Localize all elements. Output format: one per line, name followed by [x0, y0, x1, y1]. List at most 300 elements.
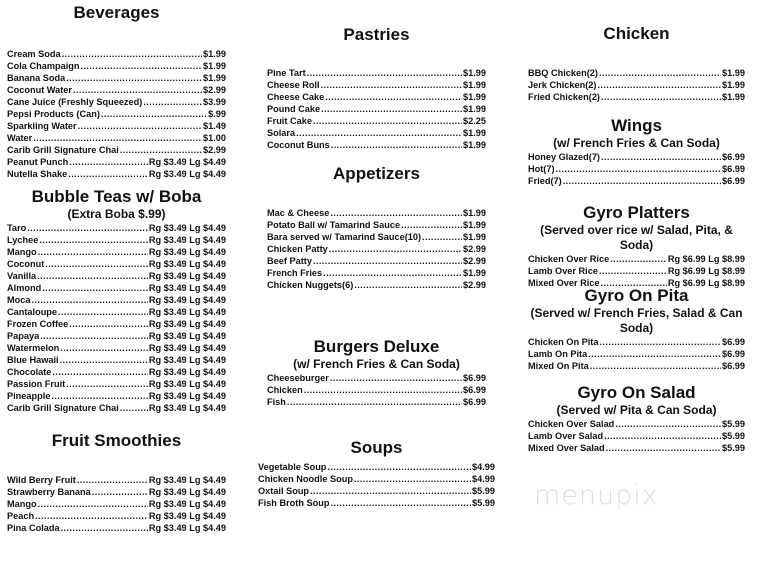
- menu-item: [7, 474, 226, 486]
- menu-item: [7, 222, 226, 234]
- item-price: $1.99: [463, 68, 486, 78]
- menu-item-list: [528, 336, 745, 372]
- menu-item: [267, 255, 486, 267]
- menu-item: [528, 91, 745, 103]
- dot-leader: [296, 127, 462, 139]
- dot-leader: [330, 372, 462, 384]
- item-price: $5.99: [722, 419, 745, 429]
- dot-leader: [597, 79, 721, 91]
- item-price: $5.99: [722, 431, 745, 441]
- dot-leader: [33, 132, 202, 144]
- dot-leader: [69, 318, 148, 330]
- menu-item: [7, 318, 226, 330]
- item-name: Chicken Nuggets(6): [267, 280, 354, 290]
- menu-item: [7, 486, 226, 498]
- section-subtitle: (Served w/ Pita & Can Soda): [556, 403, 717, 417]
- item-name: Oxtail Soup: [258, 486, 310, 496]
- item-name: Chicken On Pita: [528, 337, 599, 347]
- menu-item: [7, 96, 226, 108]
- item-price: $6.99: [463, 373, 486, 383]
- dot-leader: [35, 510, 148, 522]
- section-title: Appetizers: [333, 164, 420, 183]
- dot-leader: [604, 430, 721, 442]
- dot-leader: [323, 267, 462, 279]
- item-price: Rg $3.49 Lg $4.49: [148, 307, 226, 317]
- dot-leader: [60, 354, 148, 366]
- menu-item-list: [267, 372, 486, 408]
- dot-leader: [37, 270, 148, 282]
- dot-leader: [92, 486, 148, 498]
- menu-item: [7, 294, 226, 306]
- dot-leader: [60, 342, 148, 354]
- dot-leader: [599, 67, 721, 79]
- item-name: Fried(7): [528, 176, 562, 186]
- section-fruit-smoothies: [7, 431, 226, 534]
- item-name: Almond: [7, 283, 42, 293]
- section-title: Pastries: [343, 25, 410, 44]
- item-name: Cheese Cake: [267, 92, 325, 102]
- item-name: Watermelon: [7, 343, 60, 353]
- menu-item: [7, 402, 226, 414]
- dot-leader: [601, 91, 721, 103]
- section-title: Wings: [611, 116, 662, 135]
- item-price: $5.99: [472, 498, 495, 508]
- section-pastries: [267, 25, 486, 151]
- menu-item: [267, 267, 486, 279]
- dot-leader: [101, 108, 207, 120]
- item-price: Rg $3.49 Lg $4.49: [148, 157, 226, 167]
- item-price: Rg $3.49 Lg $4.49: [148, 391, 226, 401]
- dot-leader: [422, 231, 462, 243]
- item-name: Cane Juice (Freshly Squeezed): [7, 97, 143, 107]
- item-name: Moca: [7, 295, 31, 305]
- dot-leader: [120, 402, 148, 414]
- item-price: Rg $3.49 Lg $4.49: [148, 223, 226, 233]
- item-price: $4.99: [472, 462, 495, 472]
- item-price: $2.99: [203, 85, 226, 95]
- item-price: $1.99: [722, 80, 745, 90]
- section-subtitle: (Extra Boba $.99): [67, 207, 166, 221]
- menu-item: [7, 498, 226, 510]
- dot-leader: [38, 246, 148, 258]
- item-price: $4.99: [472, 474, 495, 484]
- menu-item-list: [528, 67, 745, 103]
- section-subtitle: (Served over rice w/ Salad, Pita, & Soda): [540, 223, 733, 252]
- menu-item: [528, 418, 745, 430]
- item-name: Passion Fruit: [7, 379, 66, 389]
- item-price: $1.99: [722, 68, 745, 78]
- menu-item: [528, 336, 745, 348]
- dot-leader: [287, 396, 462, 408]
- item-price: Rg $6.99 Lg $8.99: [667, 266, 745, 276]
- menu-item: [267, 372, 486, 384]
- item-price: $5.99: [722, 443, 745, 453]
- item-name: Vanilla: [7, 271, 37, 281]
- dot-leader: [354, 279, 462, 291]
- item-price: $5.99: [472, 486, 495, 496]
- item-price: Rg $3.49 Lg $4.49: [148, 403, 226, 413]
- dot-leader: [58, 306, 148, 318]
- item-price: $6.99: [722, 164, 745, 174]
- item-price: $1.00: [203, 133, 226, 143]
- item-price: Rg $3.49 Lg $4.49: [148, 487, 226, 497]
- dot-leader: [563, 175, 721, 187]
- item-price: Rg $3.49 Lg $4.49: [148, 235, 226, 245]
- item-name: French Fries: [267, 268, 323, 278]
- item-name: Fish: [267, 397, 286, 407]
- item-name: Coconut Buns: [267, 140, 330, 150]
- item-name: Lychee: [7, 235, 39, 245]
- menu-item: [267, 231, 486, 243]
- menu-item: [7, 60, 226, 72]
- item-name: Cheeseburger: [267, 373, 329, 383]
- section-subtitle: (w/ French Fries & Can Soda): [553, 136, 720, 150]
- dot-leader: [81, 60, 203, 72]
- dot-leader: [77, 474, 148, 486]
- item-price: $2.99: [203, 145, 226, 155]
- section-wings: [528, 116, 745, 187]
- menu-item: [267, 384, 486, 396]
- section-gyro-on-salad: [528, 383, 745, 454]
- item-name: Cola Champaign: [7, 61, 80, 71]
- item-name: Chicken Over Rice: [528, 254, 610, 264]
- dot-leader: [313, 115, 462, 127]
- section-soups: [258, 438, 495, 509]
- dot-leader: [32, 294, 148, 306]
- item-price: Rg $3.49 Lg $4.49: [148, 523, 226, 533]
- dot-leader: [606, 442, 721, 454]
- menu-item: [528, 253, 745, 265]
- item-name: Pineapple: [7, 391, 51, 401]
- item-price: $2.25: [463, 116, 486, 126]
- menu-item: [7, 522, 226, 534]
- dot-leader: [120, 144, 202, 156]
- menu-item-list: [267, 207, 486, 291]
- item-price: $1.99: [463, 92, 486, 102]
- item-price: $6.99: [722, 176, 745, 186]
- dot-leader: [599, 336, 721, 348]
- dot-leader: [354, 473, 471, 485]
- item-price: $1.99: [463, 140, 486, 150]
- menu-item: [267, 243, 486, 255]
- dot-leader: [73, 84, 202, 96]
- item-price: Rg $3.49 Lg $4.49: [148, 319, 226, 329]
- menu-item: [267, 91, 486, 103]
- menu-item: [528, 67, 745, 79]
- section-gyro-platters: [528, 203, 745, 289]
- item-name: Carib Grill Signature Chai: [7, 145, 119, 155]
- menu-item-list: [7, 48, 226, 180]
- dot-leader: [329, 243, 462, 255]
- menu-item: [267, 79, 486, 91]
- menu-item: [7, 156, 226, 168]
- dot-leader: [40, 330, 148, 342]
- item-name: Chocolate: [7, 367, 52, 377]
- item-name: Sparkling Water: [7, 121, 77, 131]
- item-name: Coconut: [7, 259, 45, 269]
- menu-item: [7, 378, 226, 390]
- menu-item: [7, 342, 226, 354]
- item-name: Potato Ball w/ Tamarind Sauce: [267, 220, 401, 230]
- dot-leader: [78, 120, 202, 132]
- menu-item-list: [528, 418, 745, 454]
- item-price: Rg $3.49 Lg $4.49: [148, 343, 226, 353]
- item-price: $2.99: [463, 244, 486, 254]
- item-price: Rg $3.49 Lg $4.49: [148, 511, 226, 521]
- item-name: Strawberry Banana: [7, 487, 91, 497]
- dot-leader: [61, 522, 148, 534]
- menu-item: [7, 132, 226, 144]
- menupix-watermark: menupix: [534, 480, 659, 511]
- item-name: Lamb Over Rice: [528, 266, 598, 276]
- item-name: Cantaloupe: [7, 307, 58, 317]
- section-burgers-deluxe: [267, 337, 486, 408]
- item-price: $6.99: [722, 349, 745, 359]
- menu-item: [528, 430, 745, 442]
- item-name: Frozen Coffee: [7, 319, 69, 329]
- item-name: Hot(7): [528, 164, 555, 174]
- item-price: $1.99: [463, 208, 486, 218]
- item-price: Rg $3.49 Lg $4.49: [148, 169, 226, 179]
- dot-leader: [39, 234, 148, 246]
- item-price: $1.99: [463, 104, 486, 114]
- item-price: $1.99: [463, 128, 486, 138]
- menu-item-list: [267, 67, 486, 151]
- menu-item: [7, 282, 226, 294]
- menu-item: [528, 151, 745, 163]
- dot-leader: [327, 461, 471, 473]
- menu-item: [7, 144, 226, 156]
- menu-item: [267, 207, 486, 219]
- dot-leader: [590, 360, 721, 372]
- menu-item: [258, 497, 495, 509]
- dot-leader: [310, 485, 471, 497]
- item-price: $6.99: [463, 397, 486, 407]
- menu-item: [7, 354, 226, 366]
- dot-leader: [68, 168, 148, 180]
- menu-item: [267, 127, 486, 139]
- item-name: Coconut Water: [7, 85, 72, 95]
- item-price: $1.99: [463, 232, 486, 242]
- menu-item: [267, 219, 486, 231]
- item-price: Rg $3.49 Lg $4.49: [148, 499, 226, 509]
- item-name: Mixed Over Salad: [528, 443, 605, 453]
- dot-leader: [556, 163, 721, 175]
- dot-leader: [52, 366, 147, 378]
- dot-leader: [615, 418, 721, 430]
- item-price: $6.99: [722, 337, 745, 347]
- item-name: Papaya: [7, 331, 40, 341]
- item-name: Nutella Shake: [7, 169, 68, 179]
- section-title: Gyro On Salad: [577, 383, 696, 402]
- item-price: $1.99: [722, 92, 745, 102]
- dot-leader: [401, 219, 462, 231]
- dot-leader: [66, 72, 202, 84]
- item-price: Rg $3.49 Lg $4.49: [148, 271, 226, 281]
- item-price: $1.99: [463, 80, 486, 90]
- item-price: $2.99: [463, 280, 486, 290]
- section-subtitle: (Served w/ French Fries, Salad & Can Soda): [530, 306, 743, 335]
- dot-leader: [313, 255, 462, 267]
- item-price: Rg $6.99 Lg $8.99: [667, 254, 745, 264]
- item-name: Pepsi Products (Can): [7, 109, 100, 119]
- section-subtitle: (w/ French Fries & Can Soda): [293, 357, 460, 371]
- item-name: Jerk Chicken(2): [528, 80, 597, 90]
- item-price: $1.49: [203, 121, 226, 131]
- dot-leader: [307, 67, 462, 79]
- item-name: Mixed On Pita: [528, 361, 589, 371]
- item-name: Bara served w/ Tamarind Sauce(10): [267, 232, 422, 242]
- menu-item-list: [7, 222, 226, 414]
- menu-item: [7, 510, 226, 522]
- section-gyro-on-pita: [528, 286, 745, 372]
- item-name: Taro: [7, 223, 27, 233]
- menu-item: [7, 234, 226, 246]
- item-name: Mixed Over Rice: [528, 278, 600, 288]
- item-price: Rg $3.49 Lg $4.49: [148, 331, 226, 341]
- dot-leader: [42, 282, 148, 294]
- item-price: $1.99: [463, 220, 486, 230]
- item-name: Chicken Over Salad: [528, 419, 615, 429]
- item-price: Rg $3.49 Lg $4.49: [148, 259, 226, 269]
- dot-leader: [610, 253, 667, 265]
- section-title: Gyro On Pita: [584, 286, 689, 305]
- item-name: Water: [7, 133, 33, 143]
- item-price: $6.99: [722, 361, 745, 371]
- item-price: $1.99: [203, 49, 226, 59]
- item-name: Mango: [7, 247, 37, 257]
- item-name: Lamb On Pita: [528, 349, 588, 359]
- item-price: Rg $3.49 Lg $4.49: [148, 295, 226, 305]
- section-title: Burgers Deluxe: [313, 337, 440, 356]
- menu-item: [267, 139, 486, 151]
- menu-item: [258, 485, 495, 497]
- item-name: Pound Cake: [267, 104, 321, 114]
- menu-item: [267, 279, 486, 291]
- menu-item: [7, 168, 226, 180]
- menu-item: [7, 306, 226, 318]
- section-title: Fruit Smoothies: [51, 431, 182, 450]
- item-price: $6.99: [463, 385, 486, 395]
- menu-item: [528, 265, 745, 277]
- item-name: Mango: [7, 499, 37, 509]
- menu-item-list: [258, 461, 495, 509]
- menu-item: [528, 442, 745, 454]
- menu-item: [267, 396, 486, 408]
- item-name: Pina Colada: [7, 523, 60, 533]
- section-appetizers: [267, 164, 486, 291]
- menu-item-list: [528, 151, 745, 187]
- item-name: Cheese Roll: [267, 80, 320, 90]
- dot-leader: [38, 498, 148, 510]
- menu-item: [528, 348, 745, 360]
- section-title: Soups: [350, 438, 403, 457]
- menu-item: [7, 72, 226, 84]
- menu-item: [528, 175, 745, 187]
- menu-item: [7, 48, 226, 60]
- dot-leader: [330, 497, 471, 509]
- section-title: Bubble Teas w/ Boba: [31, 187, 202, 206]
- item-price: $1.99: [463, 268, 486, 278]
- item-price: Rg $3.49 Lg $4.49: [148, 355, 226, 365]
- dot-leader: [325, 91, 462, 103]
- item-name: Cream Soda: [7, 49, 61, 59]
- dot-leader: [66, 378, 148, 390]
- item-price: $6.99: [722, 152, 745, 162]
- item-name: Lamb Over Salad: [528, 431, 604, 441]
- item-price: Rg $3.49 Lg $4.49: [148, 475, 226, 485]
- dot-leader: [45, 258, 148, 270]
- menu-item: [7, 330, 226, 342]
- menu-item: [528, 79, 745, 91]
- dot-leader: [143, 96, 202, 108]
- menu-item-list: [7, 474, 226, 534]
- item-price: $1.99: [203, 73, 226, 83]
- menu-item: [7, 390, 226, 402]
- item-name: Chicken Patty: [267, 244, 328, 254]
- dot-leader: [599, 265, 667, 277]
- section-title: Gyro Platters: [583, 203, 690, 222]
- item-price: Rg $3.49 Lg $4.49: [148, 247, 226, 257]
- item-name: BBQ Chicken(2): [528, 68, 598, 78]
- item-name: Banana Soda: [7, 73, 66, 83]
- item-name: Blue Hawaii: [7, 355, 59, 365]
- item-price: $3.99: [203, 97, 226, 107]
- menu-item: [7, 246, 226, 258]
- item-price: $.99: [208, 109, 226, 119]
- menu-item: [267, 103, 486, 115]
- item-name: Mac & Cheese: [267, 208, 330, 218]
- menu-item: [7, 258, 226, 270]
- dot-leader: [601, 151, 721, 163]
- item-price: Rg $3.49 Lg $4.49: [148, 283, 226, 293]
- menu-item: [258, 473, 495, 485]
- menu-item: [528, 360, 745, 372]
- item-name: Vegetable Soup: [258, 462, 327, 472]
- section-title: Beverages: [73, 3, 160, 22]
- menu-item: [267, 115, 486, 127]
- item-name: Wild Berry Fruit: [7, 475, 76, 485]
- item-price: $1.99: [203, 61, 226, 71]
- section-bubble-teas: [7, 187, 226, 414]
- item-name: Peanut Punch: [7, 157, 69, 167]
- dot-leader: [331, 139, 462, 151]
- menu-item: [7, 108, 226, 120]
- item-name: Peach: [7, 511, 35, 521]
- item-name: Chicken: [267, 385, 303, 395]
- menu-item: [7, 120, 226, 132]
- dot-leader: [69, 156, 148, 168]
- dot-leader: [62, 48, 202, 60]
- dot-leader: [321, 103, 462, 115]
- item-name: Pine Tart: [267, 68, 306, 78]
- dot-leader: [27, 222, 148, 234]
- item-name: Fried Chicken(2): [528, 92, 600, 102]
- item-name: Chicken Noodle Soup: [258, 474, 353, 484]
- item-name: Carib Grill Signature Chai: [7, 403, 119, 413]
- item-name: Solara: [267, 128, 296, 138]
- menu-item: [528, 163, 745, 175]
- menu-item-list: [528, 253, 745, 289]
- section-chicken: [528, 24, 745, 103]
- dot-leader: [588, 348, 721, 360]
- item-price: Rg $6.99 Lg $8.99: [667, 278, 745, 288]
- item-name: Honey Glazed(7): [528, 152, 600, 162]
- item-price: Rg $3.49 Lg $4.49: [148, 367, 226, 377]
- dot-leader: [321, 79, 462, 91]
- section-title: Chicken: [603, 24, 670, 43]
- item-name: Fish Broth Soup: [258, 498, 330, 508]
